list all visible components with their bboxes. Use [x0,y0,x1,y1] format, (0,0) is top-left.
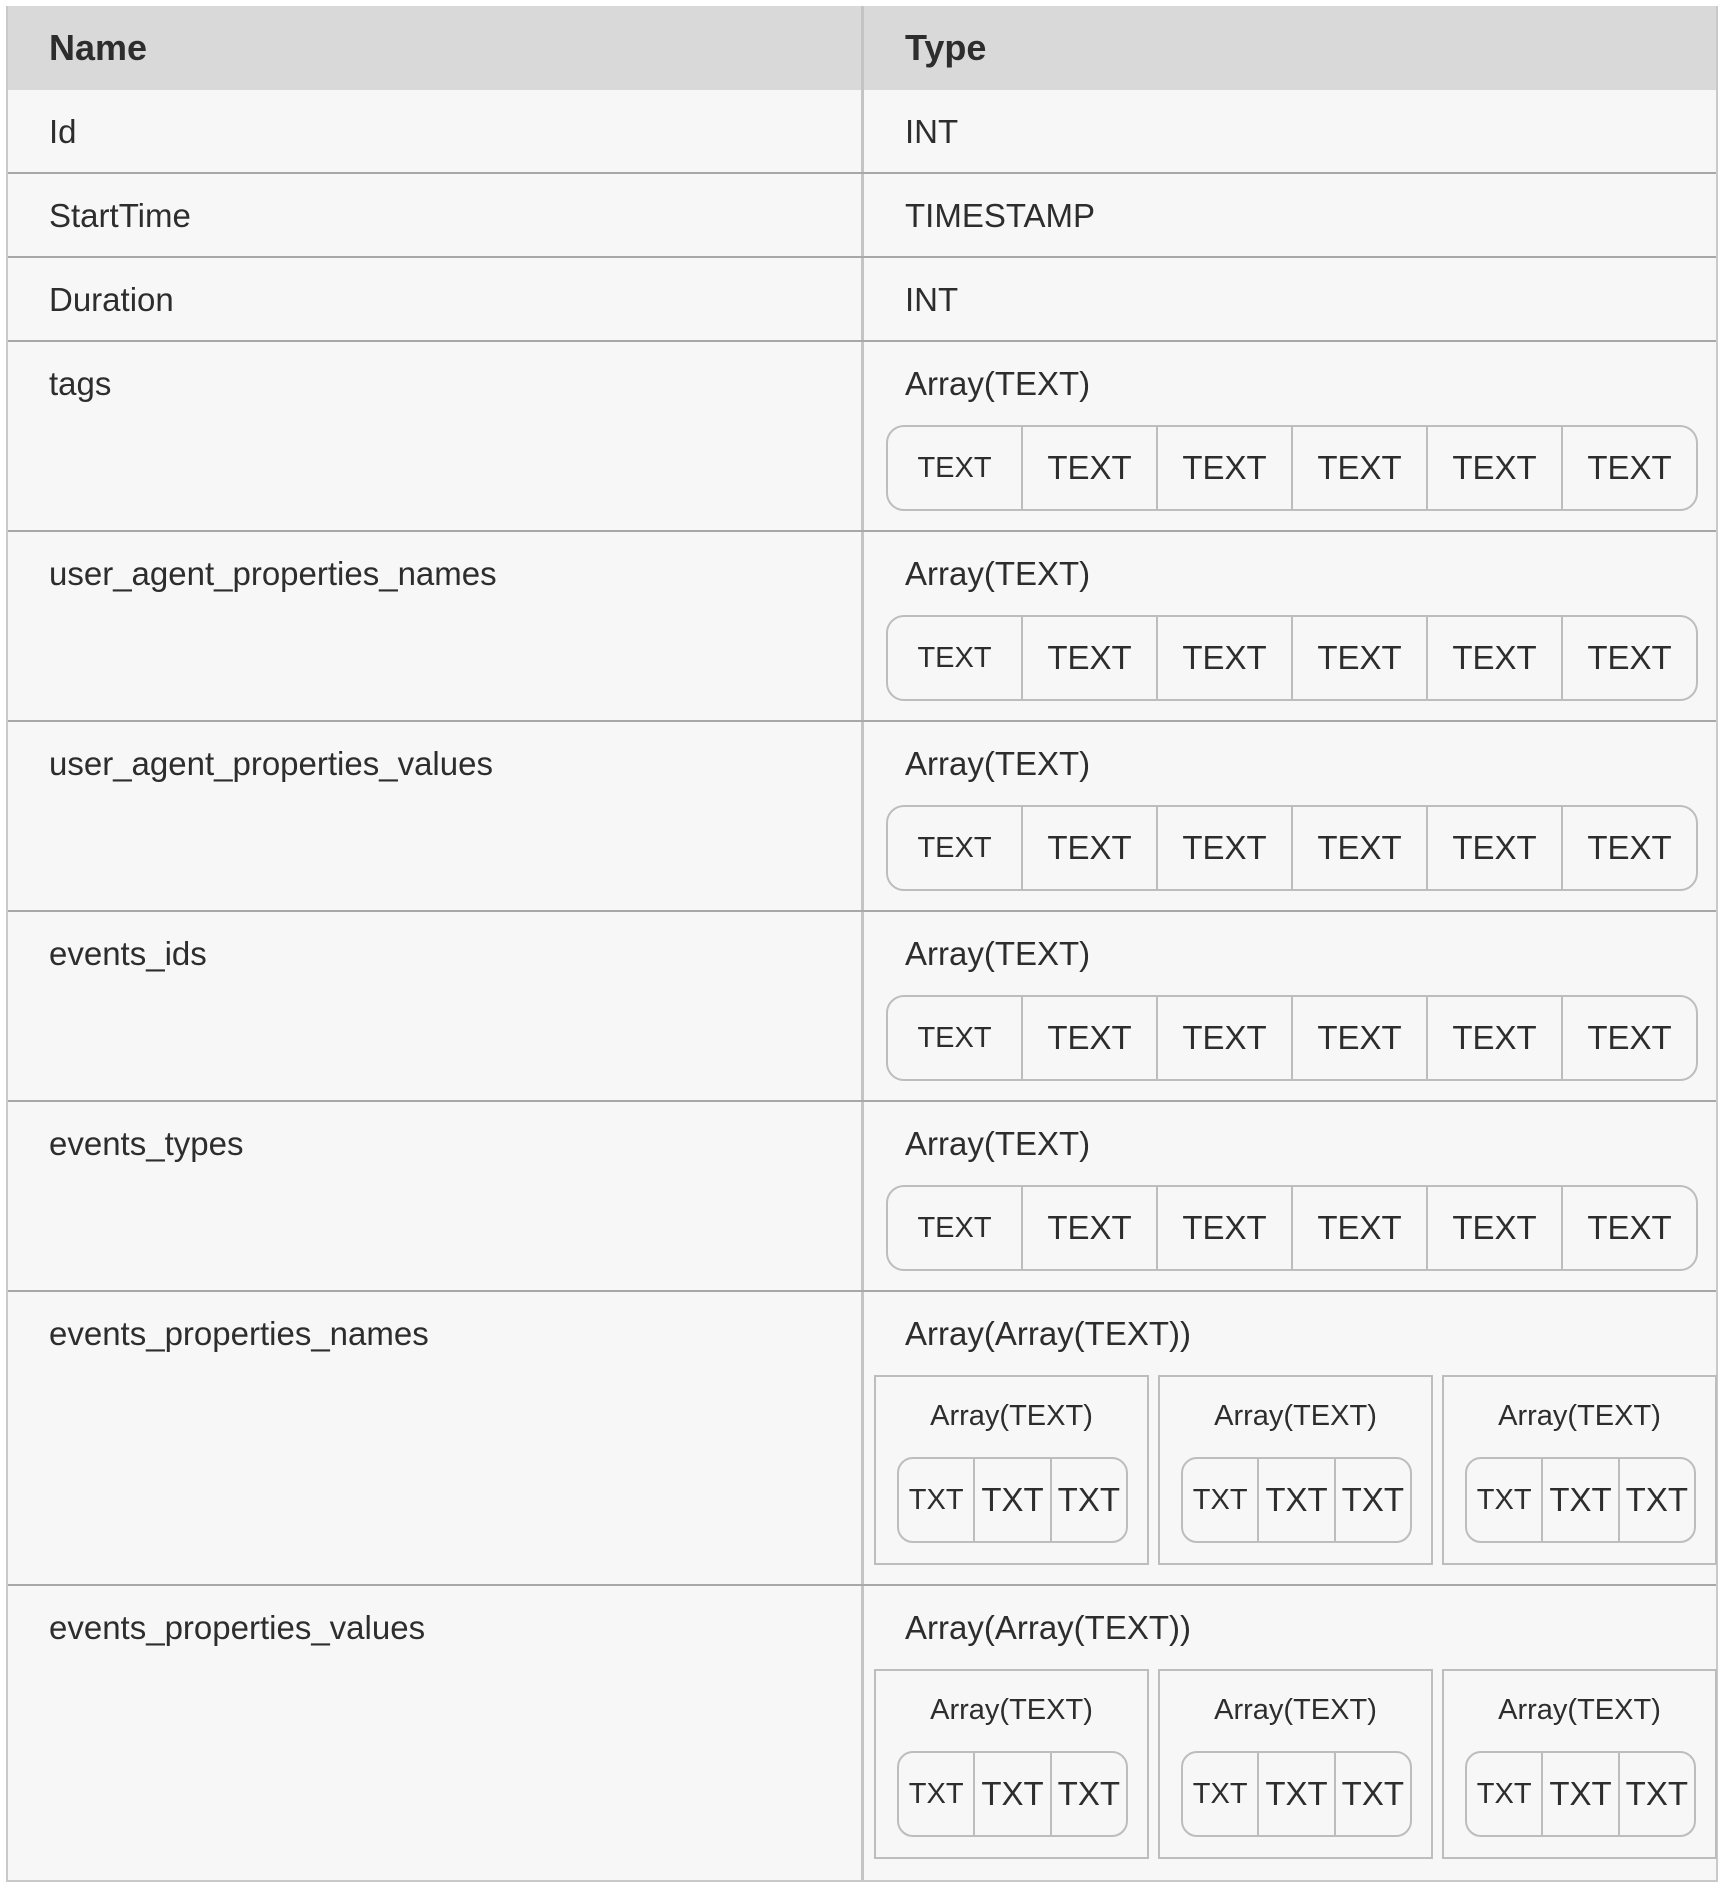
inner-array-element: TXT [1192,1484,1248,1516]
field-type: Array(TEXT) [905,365,1091,402]
array-element: TEXT [1426,617,1561,699]
field-type: Array(TEXT) [905,1125,1091,1162]
field-type-cell [864,342,1716,530]
inner-array-element: TXT [1334,1459,1410,1541]
table-row [8,258,1716,342]
array-element: TEXT [1291,1187,1426,1269]
table-row [8,1292,1716,1586]
array-element: TEXT [1021,997,1156,1079]
inner-array-element-strip [897,1751,1128,1837]
array-element: TEXT [917,1212,992,1244]
inner-array-box [1442,1669,1717,1859]
table-row [8,722,1716,912]
array-element: TEXT [1156,617,1291,699]
array-element: TEXT [1561,1187,1696,1269]
field-type: Array(TEXT) [905,935,1091,972]
table-row [8,90,1716,174]
array-element: TEXT [1156,427,1291,509]
field-type-cell [864,1102,1716,1290]
inner-array-element: TXT [1541,1459,1617,1541]
array-element: TEXT [1291,807,1426,889]
array-element: TEXT [1021,1187,1156,1269]
array-element: TEXT [1426,1187,1561,1269]
inner-array-label: Array(TEXT) [1498,1400,1661,1432]
array-element: TEXT [1561,997,1696,1079]
inner-array-element: TXT [1541,1753,1617,1835]
array-element: TEXT [917,452,992,484]
array-element-strip [886,425,1698,511]
nested-array-group [874,1375,1717,1565]
field-type: Array(Array(TEXT)) [905,1315,1191,1352]
field-type-cell [864,90,1716,172]
schema-table [6,6,1718,1882]
array-element-strip [886,615,1698,701]
inner-array-element: TXT [973,1753,1049,1835]
inner-array-element: TXT [1334,1753,1410,1835]
inner-array-element-strip [1465,1457,1696,1543]
array-element: TEXT [917,832,992,864]
inner-array-element-strip [1465,1751,1696,1837]
inner-array-element: TXT [973,1459,1049,1541]
field-type-cell [864,722,1716,910]
field-name: events_properties_names [8,1292,864,1584]
field-name: events_properties_values [8,1586,864,1880]
field-type-cell [864,532,1716,720]
field-name: Id [8,90,864,172]
field-type: Array(TEXT) [905,745,1091,782]
table-header-row [8,6,1716,90]
field-type-cell [864,258,1716,340]
table-row [8,1586,1716,1880]
field-type-cell [864,1292,1716,1584]
inner-array-element: TXT [1257,1753,1333,1835]
array-element-strip [886,995,1698,1081]
inner-array-element: TXT [1192,1778,1248,1810]
inner-array-element: TXT [1050,1753,1126,1835]
inner-array-element: TXT [1476,1778,1532,1810]
nested-array-group [874,1669,1717,1859]
field-type-cell [864,174,1716,256]
inner-array-element-strip [1181,1751,1412,1837]
array-element: TEXT [1156,807,1291,889]
inner-array-label: Array(TEXT) [930,1694,1093,1726]
array-element: TEXT [1291,617,1426,699]
field-name: events_ids [8,912,864,1100]
field-type: INT [905,281,959,318]
array-element-strip [886,1185,1698,1271]
array-element: TEXT [1426,427,1561,509]
field-type: Array(Array(TEXT)) [905,1609,1191,1646]
array-element: TEXT [1156,997,1291,1079]
inner-array-element: TXT [1050,1459,1126,1541]
inner-array-element: TXT [908,1778,964,1810]
table-row [8,342,1716,532]
array-element: TEXT [1426,997,1561,1079]
field-name: tags [8,342,864,530]
array-element: TEXT [1021,427,1156,509]
inner-array-element-strip [897,1457,1128,1543]
inner-array-box [874,1669,1149,1859]
field-type: TIMESTAMP [905,197,1096,234]
array-element: TEXT [1021,807,1156,889]
array-element-strip [886,805,1698,891]
inner-array-element-strip [1181,1457,1412,1543]
array-element: TEXT [1291,997,1426,1079]
array-element: TEXT [1291,427,1426,509]
array-element: TEXT [917,642,992,674]
array-element: TEXT [1426,807,1561,889]
array-element: TEXT [1561,807,1696,889]
inner-array-box [1158,1669,1433,1859]
column-header-name: Name [8,6,864,90]
table-row [8,532,1716,722]
inner-array-box [1158,1375,1433,1565]
inner-array-label: Array(TEXT) [930,1400,1093,1432]
array-element: TEXT [1156,1187,1291,1269]
inner-array-element: TXT [1618,1459,1694,1541]
table-row [8,1102,1716,1292]
inner-array-label: Array(TEXT) [1498,1694,1661,1726]
field-name: Duration [8,258,864,340]
array-element: TEXT [1561,427,1696,509]
inner-array-label: Array(TEXT) [1214,1400,1377,1432]
table-row [8,912,1716,1102]
column-header-type: Type [905,27,987,68]
inner-array-element: TXT [1476,1484,1532,1516]
array-element: TEXT [1021,617,1156,699]
field-name: events_types [8,1102,864,1290]
field-type-cell [864,912,1716,1100]
table-row [8,174,1716,258]
inner-array-label: Array(TEXT) [1214,1694,1377,1726]
inner-array-box [1442,1375,1717,1565]
inner-array-box [874,1375,1149,1565]
field-type-cell [864,1586,1716,1880]
field-name: user_agent_properties_values [8,722,864,910]
field-type: INT [905,113,959,150]
inner-array-element: TXT [1618,1753,1694,1835]
array-element: TEXT [917,1022,992,1054]
field-name: user_agent_properties_names [8,532,864,720]
inner-array-element: TXT [908,1484,964,1516]
array-element: TEXT [1561,617,1696,699]
field-name: StartTime [8,174,864,256]
inner-array-element: TXT [1257,1459,1333,1541]
field-type: Array(TEXT) [905,555,1091,592]
